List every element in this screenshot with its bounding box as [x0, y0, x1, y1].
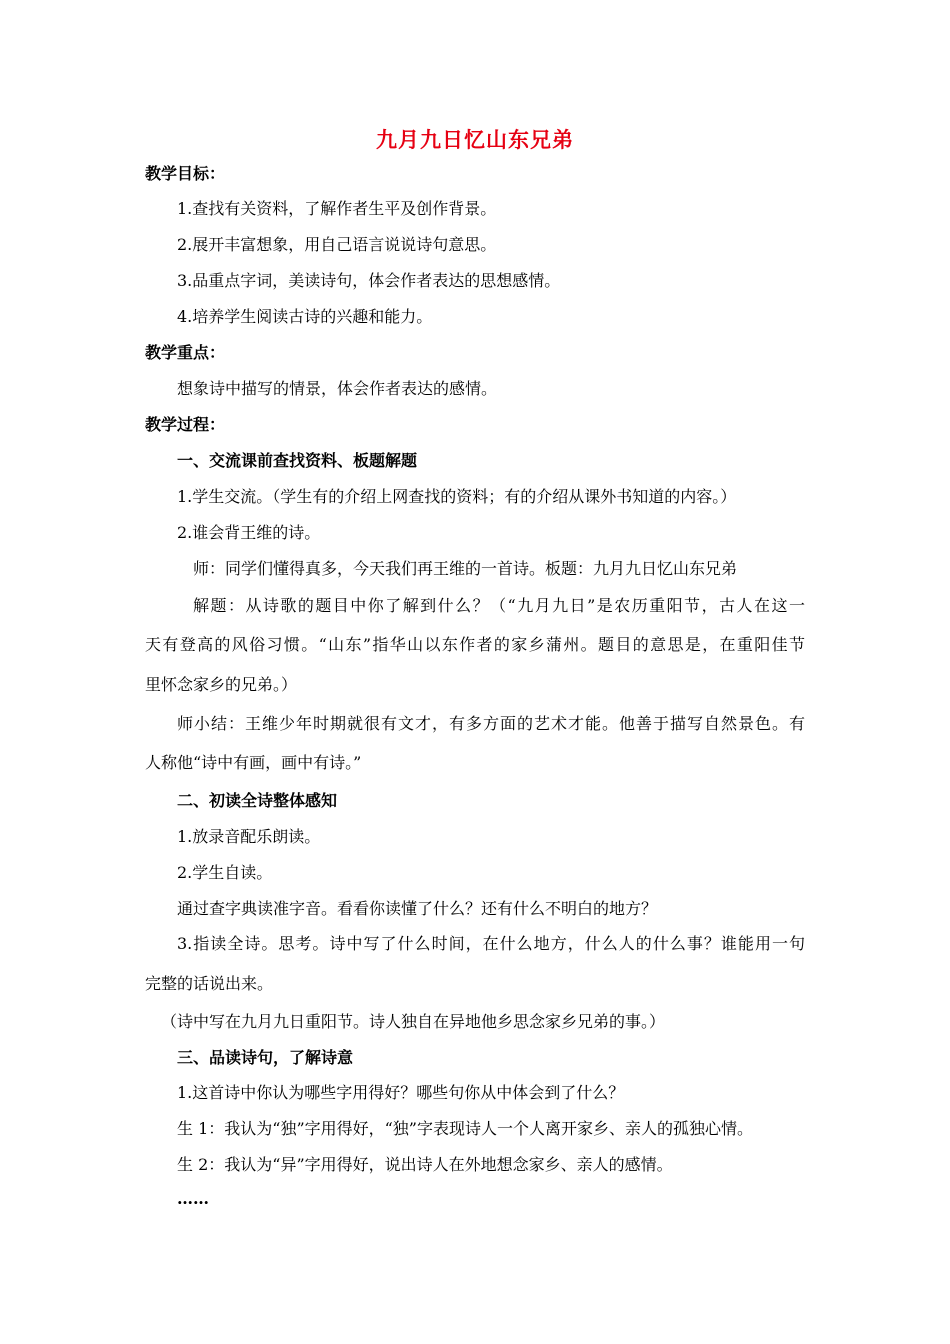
part-one-heading: 一、交流课前查找资料、板题解题: [177, 451, 418, 470]
paragraph-line: 2.谁会背王维的诗。: [177, 523, 321, 542]
objective-item: 4.培养学生阅读古诗的兴趣和能力。: [177, 307, 433, 326]
objective-item: 3.品重点字词，美读诗句，体会作者表达的思想感情。: [177, 271, 561, 290]
objective-item: 2.展开丰富想象，用自己语言说说诗句意思。: [177, 235, 497, 254]
paragraph-line: 2.学生自读。: [177, 863, 273, 882]
paragraph-line: 师小结：王维少年时期就很有文才，有多方面的艺术才能。他善于描写自然景色。有: [177, 714, 805, 733]
ellipsis: ……: [177, 1189, 209, 1208]
key-points-text: 想象诗中描写的情景，体会作者表达的感情。: [177, 379, 498, 398]
paragraph-line: 1.放录音配乐朗读。: [177, 827, 321, 846]
paragraph-line: 3.指读全诗。思考。诗中写了什么时间，在什么地方，什么人的什么事？谁能用一句: [177, 934, 805, 953]
paragraph-line: 解题：从诗歌的题目中你了解到什么？（“九月九日”是农历重阳节，古人在这一: [193, 596, 805, 615]
key-points-heading: 教学重点：: [145, 343, 226, 362]
paragraph-line: 里怀念家乡的兄弟。）: [145, 675, 298, 694]
paragraph-line: 师：同学们懂得真多，今天我们再王维的一首诗。板题：九月九日忆山东兄弟: [193, 559, 738, 578]
process-heading: 教学过程：: [145, 415, 226, 434]
paragraph-line: 1.这首诗中你认为哪些字用得好？哪些句你从中体会到了什么？: [177, 1083, 625, 1102]
paragraph-line: （诗中写在九月九日重阳节。诗人独自在异地他乡思念家乡兄弟的事。）: [161, 1012, 666, 1031]
paragraph-line: 天有登高的风俗习惯。“山东”指华山以东作者的家乡蒲州。题目的意思是，在重阳佳节: [145, 635, 805, 654]
paragraph-line: 1.学生交流。（学生有的介绍上网查找的资料；有的介绍从课外书知道的内容。）: [177, 487, 737, 506]
objectives-heading: 教学目标：: [145, 164, 226, 183]
paragraph-line: 通过查字典读准字音。看看你读懂了什么？还有什么不明白的地方？: [177, 899, 658, 918]
paragraph-line: 完整的话说出来。: [145, 974, 274, 993]
paragraph-line: 生 1：我认为“独”字用得好，“独”字表现诗人一个人离开家乡、亲人的孤独心情。: [177, 1119, 753, 1138]
paragraph-line: 人称他“诗中有画，画中有诗。”: [145, 753, 362, 772]
paragraph-line: 生 2：我认为“异”字用得好，说出诗人在外地想念家乡、亲人的感情。: [177, 1155, 673, 1174]
page-title: 九月九日忆山东兄弟: [376, 127, 574, 152]
part-three-heading: 三、品读诗句，了解诗意: [177, 1048, 354, 1067]
objective-item: 1.查找有关资料，了解作者生平及创作背景。: [177, 199, 497, 218]
part-two-heading: 二、初读全诗整体感知: [177, 791, 338, 810]
